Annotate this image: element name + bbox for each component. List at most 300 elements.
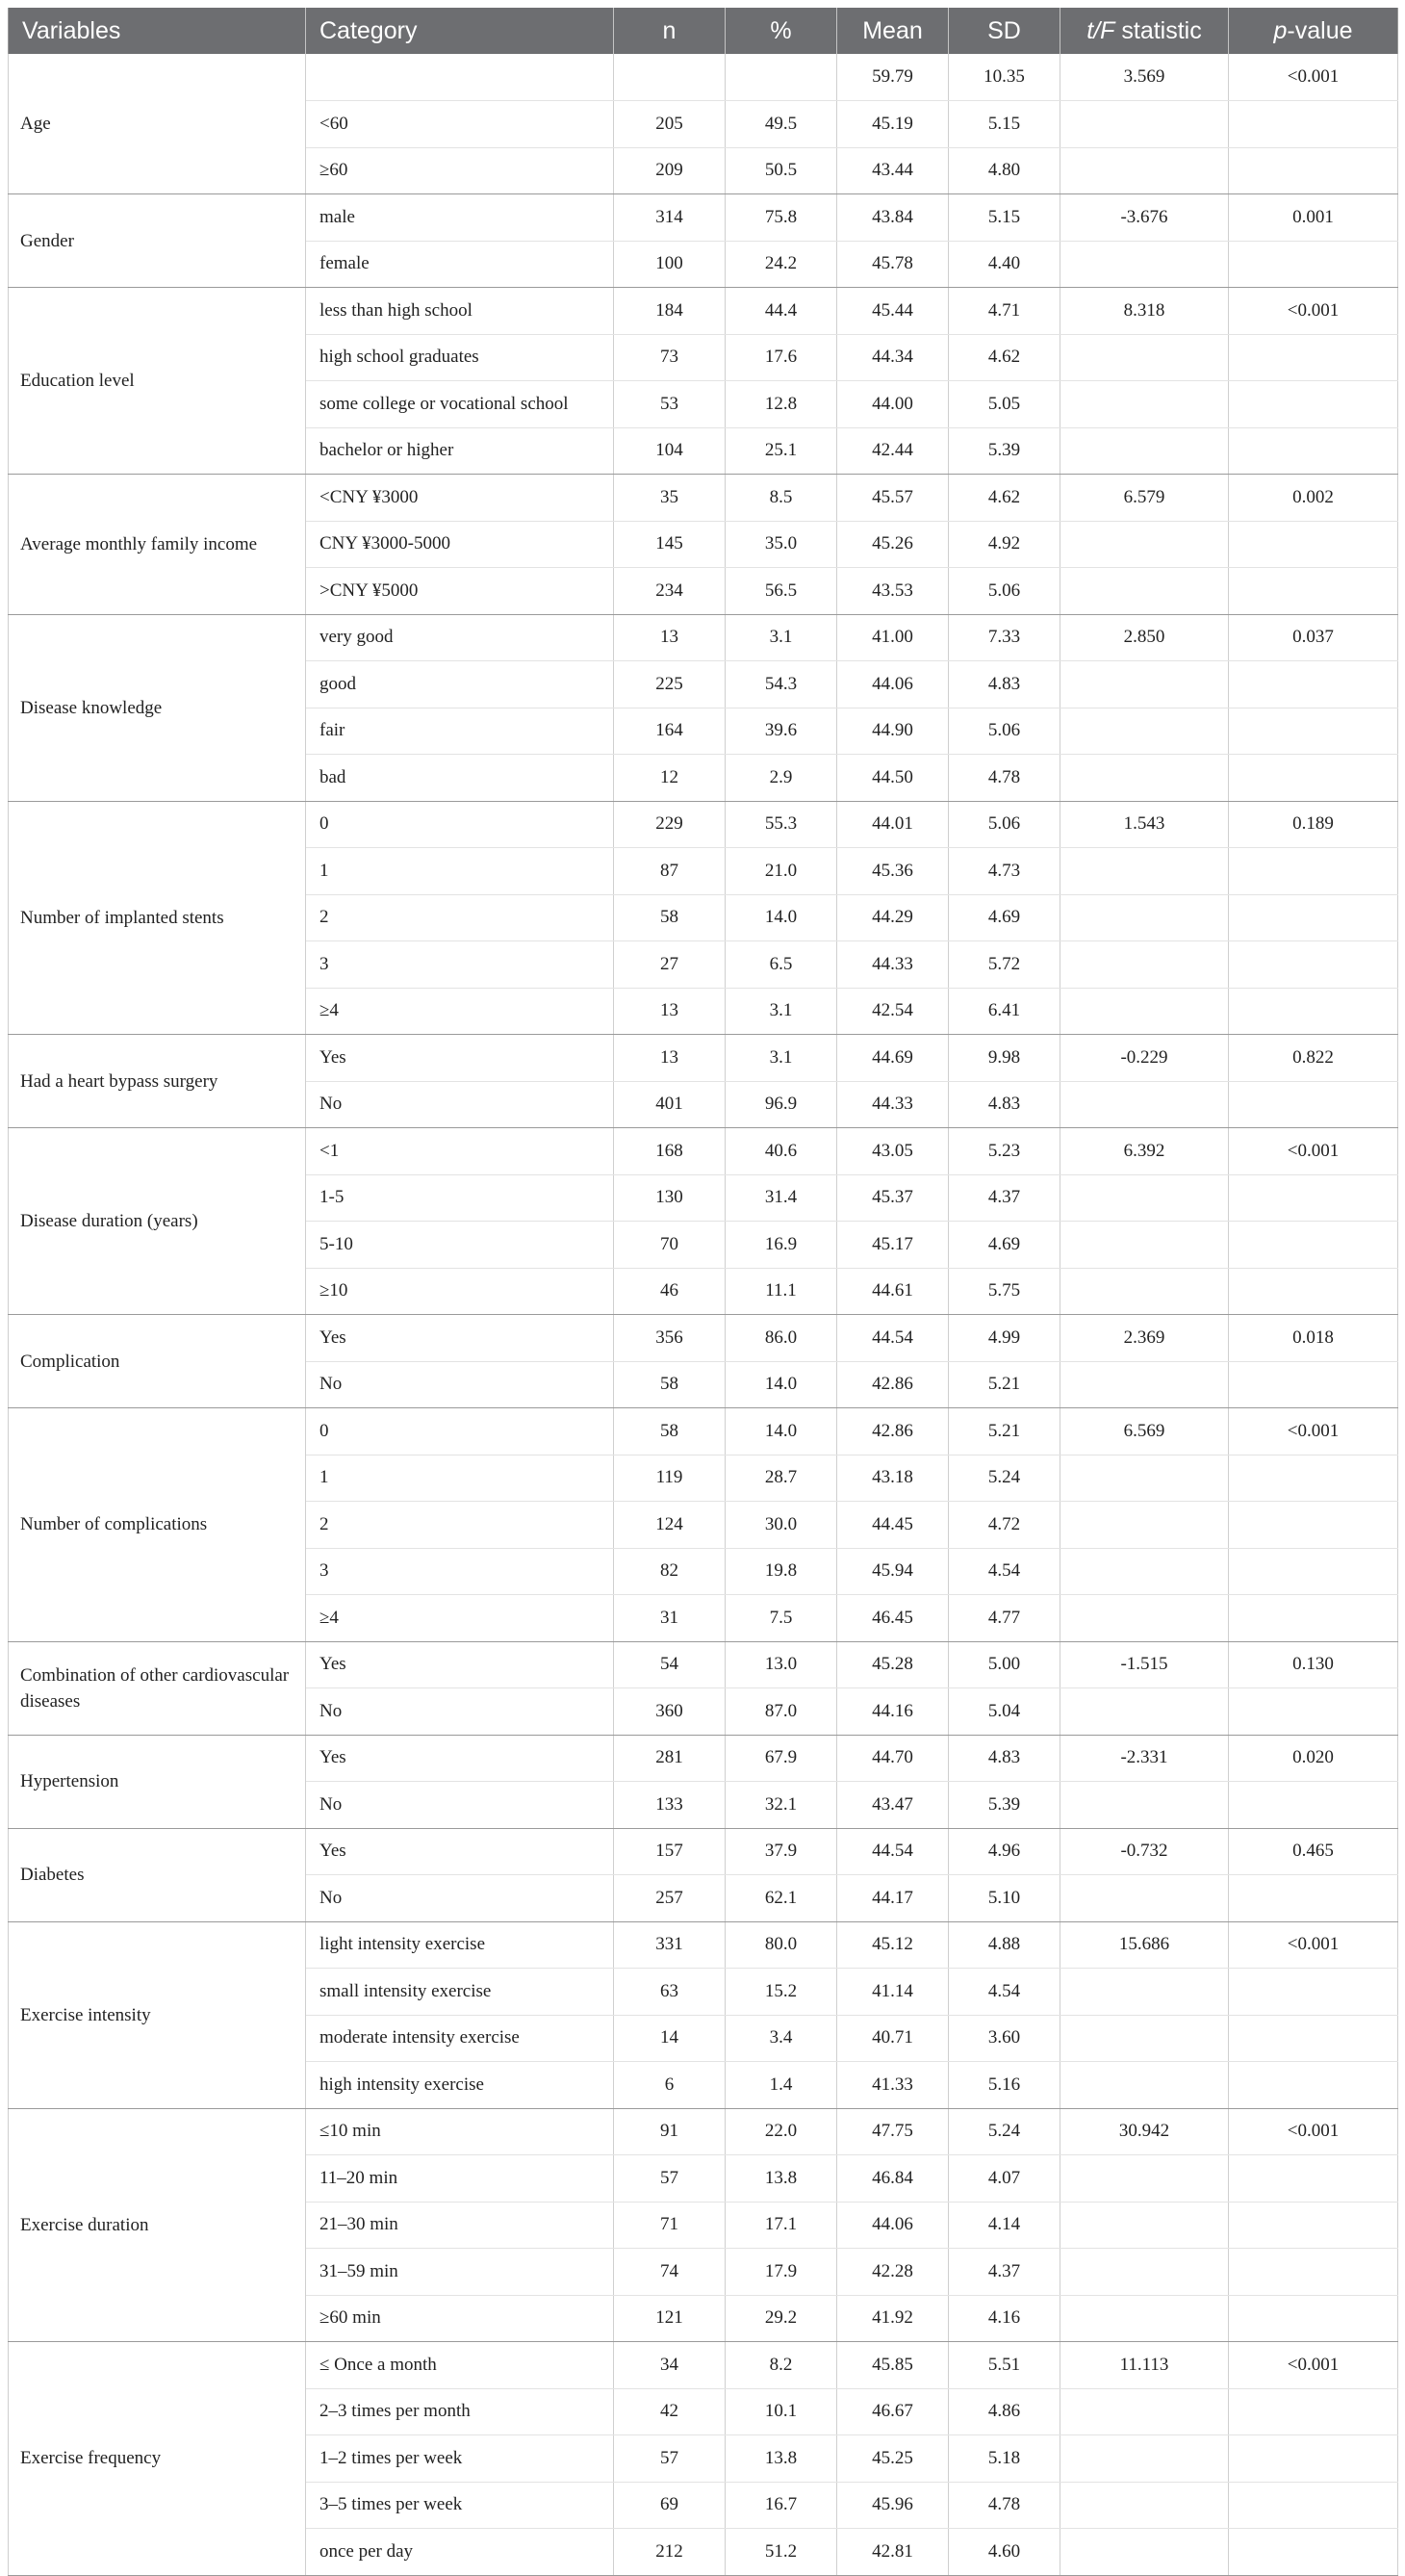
category-cell: Yes — [306, 1035, 614, 1082]
n-cell: 70 — [614, 1222, 726, 1269]
category-cell: fair — [306, 708, 614, 755]
category-cell: 1-5 — [306, 1174, 614, 1222]
mean-cell: 45.25 — [837, 2435, 949, 2483]
percent-cell: 55.3 — [726, 801, 837, 848]
variable-cell: Gender — [9, 194, 306, 288]
percent-cell: 67.9 — [726, 1735, 837, 1782]
sd-cell: 5.04 — [949, 1688, 1060, 1736]
sd-cell: 5.21 — [949, 1408, 1060, 1455]
sd-cell: 5.72 — [949, 941, 1060, 989]
statistic-cell — [1060, 1222, 1229, 1269]
category-cell: Yes — [306, 1828, 614, 1875]
category-cell: 3 — [306, 941, 614, 989]
mean-cell: 44.17 — [837, 1875, 949, 1922]
n-cell: 133 — [614, 1782, 726, 1829]
p-value-cell — [1229, 381, 1398, 428]
table-body — [9, 54, 1398, 2575]
percent-cell: 35.0 — [726, 521, 837, 568]
variable-cell: Had a heart bypass surgery — [9, 1035, 306, 1128]
table-row — [9, 1641, 1398, 1688]
n-cell: 314 — [614, 194, 726, 242]
statistic-cell — [1060, 1969, 1229, 2016]
sd-cell: 5.00 — [949, 1641, 1060, 1688]
statistic-cell: -1.515 — [1060, 1641, 1229, 1688]
p-value-cell — [1229, 568, 1398, 615]
category-cell: ≤10 min — [306, 2108, 614, 2155]
sd-cell: 4.83 — [949, 661, 1060, 708]
statistic-cell: -3.676 — [1060, 194, 1229, 242]
sd-cell: 4.77 — [949, 1595, 1060, 1642]
p-value-cell — [1229, 1268, 1398, 1315]
percent-cell: 8.5 — [726, 475, 837, 522]
category-cell: 1 — [306, 848, 614, 895]
percent-cell: 96.9 — [726, 1081, 837, 1128]
percent-cell: 30.0 — [726, 1502, 837, 1549]
percent-cell: 3.1 — [726, 614, 837, 661]
statistic-cell — [1060, 1688, 1229, 1736]
category-cell: Yes — [306, 1315, 614, 1362]
n-cell: 331 — [614, 1921, 726, 1969]
n-cell: 229 — [614, 801, 726, 848]
variable-cell: Exercise duration — [9, 2108, 306, 2342]
sd-cell: 5.06 — [949, 708, 1060, 755]
category-cell: ≥60 — [306, 147, 614, 194]
mean-cell: 41.00 — [837, 614, 949, 661]
sd-cell: 4.37 — [949, 2249, 1060, 2296]
p-value-cell — [1229, 2249, 1398, 2296]
sd-cell: 5.18 — [949, 2435, 1060, 2483]
sd-cell: 5.23 — [949, 1128, 1060, 1175]
variable-cell: Education level — [9, 288, 306, 475]
statistic-cell — [1060, 1595, 1229, 1642]
n-cell: 121 — [614, 2295, 726, 2342]
sd-cell: 5.06 — [949, 801, 1060, 848]
category-cell: ≥60 min — [306, 2295, 614, 2342]
mean-cell: 45.94 — [837, 1548, 949, 1595]
category-cell: <60 — [306, 101, 614, 148]
percent-cell: 21.0 — [726, 848, 837, 895]
header-mean: Mean — [837, 8, 949, 54]
variable-cell: Average monthly family income — [9, 475, 306, 615]
percent-cell: 75.8 — [726, 194, 837, 242]
mean-cell: 42.86 — [837, 1408, 949, 1455]
p-value-cell: 0.002 — [1229, 475, 1398, 522]
variable-cell: Complication — [9, 1315, 306, 1408]
n-cell: 130 — [614, 1174, 726, 1222]
table-row — [9, 1921, 1398, 1969]
p-value-cell — [1229, 1502, 1398, 1549]
p-value-cell — [1229, 427, 1398, 475]
n-cell: 157 — [614, 1828, 726, 1875]
sd-cell: 4.83 — [949, 1735, 1060, 1782]
n-cell: 205 — [614, 101, 726, 148]
header-sd: SD — [949, 8, 1060, 54]
category-cell: high intensity exercise — [306, 2062, 614, 2109]
category-cell — [306, 54, 614, 101]
percent-cell: 32.1 — [726, 1782, 837, 1829]
statistic-cell — [1060, 941, 1229, 989]
percent-cell: 13.0 — [726, 1641, 837, 1688]
p-value-cell — [1229, 941, 1398, 989]
category-cell: Yes — [306, 1641, 614, 1688]
mean-cell: 44.70 — [837, 1735, 949, 1782]
percent-cell: 14.0 — [726, 894, 837, 941]
statistic-cell — [1060, 1174, 1229, 1222]
variable-cell: Disease knowledge — [9, 614, 306, 801]
mean-cell: 42.81 — [837, 2529, 949, 2576]
header-n: n — [614, 8, 726, 54]
n-cell: 257 — [614, 1875, 726, 1922]
sd-cell: 6.41 — [949, 988, 1060, 1035]
mean-cell: 45.19 — [837, 101, 949, 148]
n-cell: 34 — [614, 2342, 726, 2389]
table-header — [9, 8, 1398, 54]
mean-cell: 46.45 — [837, 1595, 949, 1642]
category-cell: 0 — [306, 1408, 614, 1455]
percent-cell: 16.9 — [726, 1222, 837, 1269]
mean-cell: 43.05 — [837, 1128, 949, 1175]
percent-cell: 13.8 — [726, 2435, 837, 2483]
sd-cell: 5.51 — [949, 2342, 1060, 2389]
percent-cell: 8.2 — [726, 2342, 837, 2389]
sd-cell: 4.80 — [949, 147, 1060, 194]
p-value-cell — [1229, 894, 1398, 941]
percent-cell: 19.8 — [726, 1548, 837, 1595]
p-value-cell — [1229, 1174, 1398, 1222]
category-cell: high school graduates — [306, 334, 614, 381]
table-row — [9, 1128, 1398, 1175]
p-value-cell: <0.001 — [1229, 2342, 1398, 2389]
p-value-cell: 0.189 — [1229, 801, 1398, 848]
statistic-cell — [1060, 2155, 1229, 2202]
p-value-cell: 0.001 — [1229, 194, 1398, 242]
n-cell: 281 — [614, 1735, 726, 1782]
sd-cell: 9.98 — [949, 1035, 1060, 1082]
sd-cell: 4.54 — [949, 1969, 1060, 2016]
n-cell: 63 — [614, 1969, 726, 2016]
statistic-cell — [1060, 1548, 1229, 1595]
n-cell: 73 — [614, 334, 726, 381]
statistic-cell: 2.850 — [1060, 614, 1229, 661]
p-value-cell: 0.465 — [1229, 1828, 1398, 1875]
statistic-cell — [1060, 894, 1229, 941]
n-cell: 71 — [614, 2202, 726, 2249]
category-cell: 3–5 times per week — [306, 2482, 614, 2529]
n-cell: 46 — [614, 1268, 726, 1315]
mean-cell: 44.16 — [837, 1688, 949, 1736]
category-cell: 5-10 — [306, 1222, 614, 1269]
percent-cell: 24.2 — [726, 241, 837, 288]
sd-cell: 5.05 — [949, 381, 1060, 428]
sd-cell: 4.86 — [949, 2388, 1060, 2435]
sd-cell: 4.62 — [949, 334, 1060, 381]
category-cell: CNY ¥3000-5000 — [306, 521, 614, 568]
category-cell: 2 — [306, 894, 614, 941]
sd-cell: 4.16 — [949, 2295, 1060, 2342]
n-cell: 58 — [614, 1408, 726, 1455]
statistic-cell — [1060, 1268, 1229, 1315]
n-cell: 74 — [614, 2249, 726, 2296]
category-cell: good — [306, 661, 614, 708]
p-value-cell — [1229, 1361, 1398, 1408]
statistic-cell: -2.331 — [1060, 1735, 1229, 1782]
p-value-cell: <0.001 — [1229, 288, 1398, 335]
percent-cell: 13.8 — [726, 2155, 837, 2202]
category-cell: <1 — [306, 1128, 614, 1175]
n-cell: 184 — [614, 288, 726, 335]
category-cell: light intensity exercise — [306, 1921, 614, 1969]
percent-cell: 7.5 — [726, 1595, 837, 1642]
category-cell: 0 — [306, 801, 614, 848]
n-cell: 212 — [614, 2529, 726, 2576]
header-category: Category — [306, 8, 614, 54]
category-cell: ≤ Once a month — [306, 2342, 614, 2389]
n-cell: 104 — [614, 427, 726, 475]
mean-cell: 42.54 — [837, 988, 949, 1035]
p-value-cell — [1229, 2388, 1398, 2435]
variable-cell: Age — [9, 54, 306, 194]
n-cell: 82 — [614, 1548, 726, 1595]
p-value-cell — [1229, 2435, 1398, 2483]
statistic-cell — [1060, 101, 1229, 148]
sd-cell: 4.37 — [949, 1174, 1060, 1222]
p-value-cell — [1229, 755, 1398, 802]
percent-cell: 3.4 — [726, 2015, 837, 2062]
category-cell: moderate intensity exercise — [306, 2015, 614, 2062]
mean-cell: 44.29 — [837, 894, 949, 941]
category-cell: female — [306, 241, 614, 288]
n-cell: 42 — [614, 2388, 726, 2435]
table-row — [9, 1035, 1398, 1082]
mean-cell: 44.45 — [837, 1502, 949, 1549]
header-percent: % — [726, 8, 837, 54]
sd-cell: 4.69 — [949, 894, 1060, 941]
statistic-cell: 6.579 — [1060, 475, 1229, 522]
n-cell: 145 — [614, 521, 726, 568]
table-row — [9, 614, 1398, 661]
p-value-cell: 0.018 — [1229, 1315, 1398, 1362]
percent-cell: 49.5 — [726, 101, 837, 148]
p-value-cell: <0.001 — [1229, 54, 1398, 101]
p-value-cell — [1229, 708, 1398, 755]
n-cell: 91 — [614, 2108, 726, 2155]
percent-cell: 51.2 — [726, 2529, 837, 2576]
mean-cell: 43.53 — [837, 568, 949, 615]
category-cell: >CNY ¥5000 — [306, 568, 614, 615]
statistic-cell: 1.543 — [1060, 801, 1229, 848]
table-row — [9, 1408, 1398, 1455]
statistic-cell — [1060, 2529, 1229, 2576]
statistic-cell — [1060, 1081, 1229, 1128]
category-cell: 3 — [306, 1548, 614, 1595]
statistic-cell — [1060, 334, 1229, 381]
p-value-cell: <0.001 — [1229, 1921, 1398, 1969]
statistic-cell — [1060, 1782, 1229, 1829]
sd-cell: 4.88 — [949, 1921, 1060, 1969]
n-cell: 100 — [614, 241, 726, 288]
statistic-cell — [1060, 1455, 1229, 1502]
sd-cell: 5.10 — [949, 1875, 1060, 1922]
mean-cell: 41.92 — [837, 2295, 949, 2342]
mean-cell: 59.79 — [837, 54, 949, 101]
category-cell: No — [306, 1361, 614, 1408]
p-value-cell — [1229, 2482, 1398, 2529]
n-cell: 14 — [614, 2015, 726, 2062]
mean-cell: 45.44 — [837, 288, 949, 335]
p-value-cell: 0.822 — [1229, 1035, 1398, 1082]
p-value-cell — [1229, 2295, 1398, 2342]
p-value-cell — [1229, 2529, 1398, 2576]
statistic-cell — [1060, 521, 1229, 568]
p-value-cell — [1229, 1455, 1398, 1502]
percent-cell: 14.0 — [726, 1361, 837, 1408]
sd-cell: 5.06 — [949, 568, 1060, 615]
mean-cell: 45.26 — [837, 521, 949, 568]
n-cell: 168 — [614, 1128, 726, 1175]
mean-cell: 44.33 — [837, 1081, 949, 1128]
percent-cell: 44.4 — [726, 288, 837, 335]
statistic-cell — [1060, 1502, 1229, 1549]
category-cell: some college or vocational school — [306, 381, 614, 428]
sd-cell: 4.78 — [949, 755, 1060, 802]
category-cell: No — [306, 1782, 614, 1829]
percent-cell: 54.3 — [726, 661, 837, 708]
statistic-cell: 15.686 — [1060, 1921, 1229, 1969]
mean-cell: 42.44 — [837, 427, 949, 475]
mean-cell: 45.96 — [837, 2482, 949, 2529]
category-cell: 1 — [306, 1455, 614, 1502]
category-cell: 11–20 min — [306, 2155, 614, 2202]
sd-cell: 3.60 — [949, 2015, 1060, 2062]
statistic-cell: -0.732 — [1060, 1828, 1229, 1875]
percent-cell — [726, 54, 837, 101]
sd-cell: 10.35 — [949, 54, 1060, 101]
sd-cell: 4.96 — [949, 1828, 1060, 1875]
variable-cell: Disease duration (years) — [9, 1128, 306, 1315]
variable-cell: Number of complications — [9, 1408, 306, 1642]
p-value-cell — [1229, 521, 1398, 568]
category-cell: once per day — [306, 2529, 614, 2576]
percent-cell: 10.1 — [726, 2388, 837, 2435]
n-cell: 35 — [614, 475, 726, 522]
mean-cell: 45.12 — [837, 1921, 949, 1969]
statistic-cell — [1060, 708, 1229, 755]
statistic-cell — [1060, 848, 1229, 895]
mean-cell: 44.50 — [837, 755, 949, 802]
statistic-cell — [1060, 2435, 1229, 2483]
p-value-cell — [1229, 1595, 1398, 1642]
variable-cell: Exercise intensity — [9, 1921, 306, 2108]
category-cell: ≥10 — [306, 1268, 614, 1315]
category-cell: 1–2 times per week — [306, 2435, 614, 2483]
p-value-cell: 0.020 — [1229, 1735, 1398, 1782]
table-row — [9, 2342, 1398, 2389]
variable-cell: Number of implanted stents — [9, 801, 306, 1035]
statistic-cell — [1060, 2295, 1229, 2342]
percent-cell: 29.2 — [726, 2295, 837, 2342]
p-value-cell — [1229, 1548, 1398, 1595]
percent-cell: 14.0 — [726, 1408, 837, 1455]
percent-cell: 17.9 — [726, 2249, 837, 2296]
percent-cell: 37.9 — [726, 1828, 837, 1875]
percent-cell: 12.8 — [726, 381, 837, 428]
n-cell: 119 — [614, 1455, 726, 1502]
statistic-cell — [1060, 427, 1229, 475]
category-cell: bachelor or higher — [306, 427, 614, 475]
n-cell: 225 — [614, 661, 726, 708]
p-value-cell — [1229, 2202, 1398, 2249]
statistic-cell — [1060, 2202, 1229, 2249]
category-cell: very good — [306, 614, 614, 661]
percent-cell: 80.0 — [726, 1921, 837, 1969]
variable-cell: Combination of other cardiovascular diseases — [9, 1641, 306, 1735]
p-value-cell — [1229, 241, 1398, 288]
category-cell: <CNY ¥3000 — [306, 475, 614, 522]
percent-cell: 17.6 — [726, 334, 837, 381]
percent-cell: 15.2 — [726, 1969, 837, 2016]
statistic-cell — [1060, 381, 1229, 428]
mean-cell: 44.06 — [837, 2202, 949, 2249]
statistic-cell: 8.318 — [1060, 288, 1229, 335]
statistic-cell — [1060, 2388, 1229, 2435]
header-row — [9, 8, 1398, 54]
sd-cell: 5.39 — [949, 427, 1060, 475]
header-statistic: t/F statistic — [1060, 8, 1229, 54]
p-value-cell — [1229, 147, 1398, 194]
mean-cell: 44.06 — [837, 661, 949, 708]
statistic-cell — [1060, 2015, 1229, 2062]
header-p-value: p-value — [1229, 8, 1398, 54]
data-table — [8, 8, 1398, 2576]
n-cell: 57 — [614, 2155, 726, 2202]
p-value-cell — [1229, 1688, 1398, 1736]
sd-cell: 5.21 — [949, 1361, 1060, 1408]
percent-cell: 16.7 — [726, 2482, 837, 2529]
percent-cell: 25.1 — [726, 427, 837, 475]
category-cell: 31–59 min — [306, 2249, 614, 2296]
table-row — [9, 1828, 1398, 1875]
mean-cell: 43.18 — [837, 1455, 949, 1502]
statistic-cell — [1060, 1361, 1229, 1408]
table-row — [9, 288, 1398, 335]
sd-cell: 4.40 — [949, 241, 1060, 288]
table-row — [9, 801, 1398, 848]
p-value-cell — [1229, 1081, 1398, 1128]
statistic-cell — [1060, 988, 1229, 1035]
n-cell: 53 — [614, 381, 726, 428]
n-cell: 209 — [614, 147, 726, 194]
n-cell: 6 — [614, 2062, 726, 2109]
n-cell: 12 — [614, 755, 726, 802]
statistic-cell — [1060, 568, 1229, 615]
mean-cell: 45.57 — [837, 475, 949, 522]
statistic-cell — [1060, 2249, 1229, 2296]
n-cell: 360 — [614, 1688, 726, 1736]
statistic-cell: 30.942 — [1060, 2108, 1229, 2155]
mean-cell: 44.34 — [837, 334, 949, 381]
statistic-cell — [1060, 661, 1229, 708]
category-cell: small intensity exercise — [306, 1969, 614, 2016]
percent-cell: 3.1 — [726, 1035, 837, 1082]
sd-cell: 5.16 — [949, 2062, 1060, 2109]
mean-cell: 45.17 — [837, 1222, 949, 1269]
sd-cell: 5.24 — [949, 2108, 1060, 2155]
category-cell: ≥4 — [306, 988, 614, 1035]
n-cell: 164 — [614, 708, 726, 755]
statistic-cell — [1060, 147, 1229, 194]
n-cell: 13 — [614, 614, 726, 661]
category-cell: No — [306, 1081, 614, 1128]
